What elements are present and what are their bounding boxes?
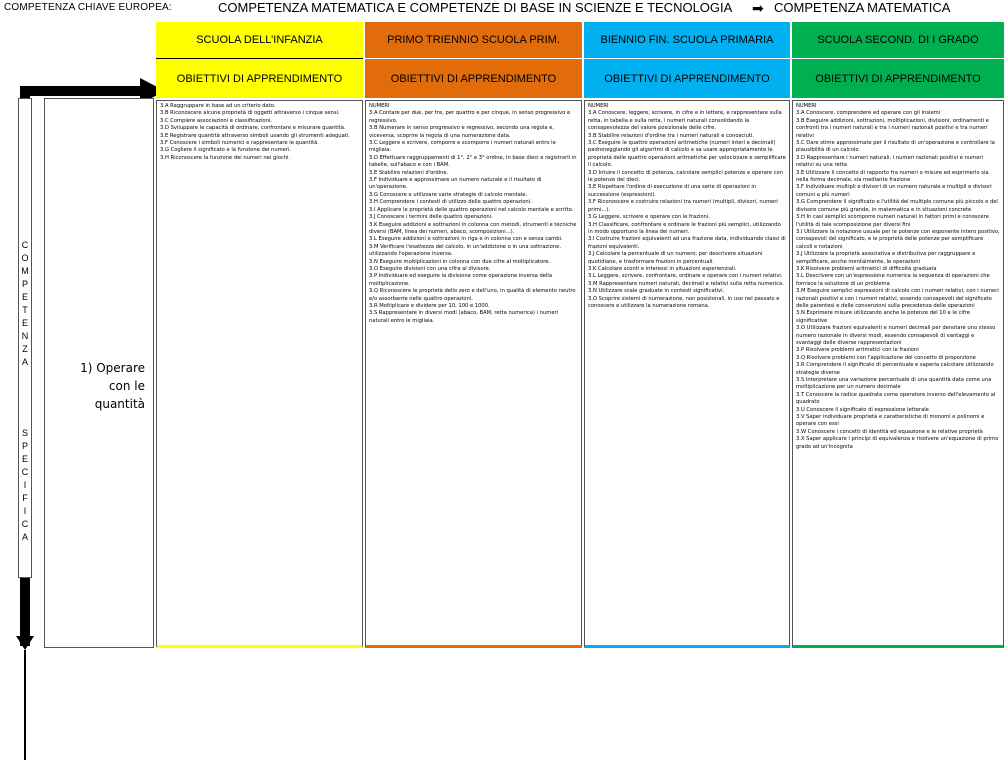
letter: I bbox=[23, 506, 27, 516]
objective-line: 3.G Cogliere il significato e la funzione dei numeri. bbox=[160, 147, 292, 154]
competenza-chiave-label: COMPETENZA CHIAVE EUROPEA: bbox=[4, 2, 172, 13]
section-label-line: con le bbox=[108, 379, 145, 393]
column-body-infanzia bbox=[156, 100, 363, 648]
objective-line: 3.A Raggruppare in base ad un criterio dato. bbox=[160, 103, 276, 109]
vertical-word-competenza bbox=[19, 239, 31, 369]
objective-line: 3.M Verificare l'esattezza del calcolo, in un'addizione o in una sottrazione, utilizzando l'operazione inversa. bbox=[369, 243, 561, 258]
letter: C bbox=[21, 519, 29, 529]
side-vertical-box bbox=[18, 98, 32, 578]
objective-line: 3.G Leggere, scrivere e operare con le frazioni. bbox=[588, 214, 710, 221]
letter: S bbox=[21, 428, 28, 438]
objective-line: 3.I Applicare le proprietà delle quattro operazioni nel calcolo mentale e scritto. bbox=[369, 206, 574, 213]
objective-line: 3.G Conoscere e utilizzare varie strategie di calcolo mentale. bbox=[369, 191, 528, 198]
objective-line: 3.M Eseguire semplici espressioni di calcolo con i numeri relativi, con i numeri razionali positivi e con i numeri relativi, essendo consapevoli del significato delle parentesi e delle convenzioni sulla precedenza delle operazioni bbox=[796, 288, 999, 309]
letter: P bbox=[21, 279, 28, 289]
objective-line: 3.Q Risolvere problemi con l'applicazione del concetto di proporzione bbox=[796, 354, 976, 361]
objective-line: 3.P Risolvere problemi aritmetici con le frazioni bbox=[796, 347, 919, 354]
objective-line: 3.S Interpretare una variazione percentuale di una quantità data come una moltiplicazione per un numero decimale bbox=[796, 377, 992, 391]
column-header-biennio: BIENNIO FIN. SCUOLA PRIMARIA bbox=[584, 22, 790, 58]
objective-line: 3.B Eseguire addizioni, sottrazioni, moltiplicazioni, divisioni, ordinamenti e confronti tra i numeri naturali e tra i numeri razionali positivi e tra numeri relativi bbox=[796, 117, 989, 139]
letter: A bbox=[21, 532, 28, 542]
objective-line: 3.L Leggere, scrivere, confrontare, ordinare e operare con i numeri relativi. bbox=[588, 273, 783, 280]
objective-line: 3.Q Riconoscere le proprietà dello zero e dell'uno, in qualità di elemento neutro e/o assorbente nelle quattro operazioni. bbox=[369, 288, 576, 302]
objective-line: 3.C Dare stime approssimate per il risultato di un'operazione e controllare la plausibilità di un calcolo bbox=[796, 140, 995, 154]
objective-line: 3.X Saper applicare i principi di equivalenza e risolvere un'equazione di primo grado ad un'incognita bbox=[796, 436, 999, 450]
objective-line: 3.G Comprendere il significato e l'utilità del multiplo comune più piccolo e del divisore comune più grande, in matematica e in situazioni concrete bbox=[796, 199, 998, 213]
objective-line: 3.C Leggere e scrivere, comporre e scomporre i numeri naturali entro le migliaia. bbox=[369, 140, 556, 154]
objective-line: 3.A Contare per due, per tre, per quattro e per cinque, in senso progressivo e regressivo. bbox=[369, 110, 571, 124]
objective-line: 3.C Eseguire le quattro operazioni aritmetiche (numeri interi e decimali) padroneggiando gli algoritmi di calcolo e sa usare appropriatamente le proprietà delle quattro operazioni aritmetiche per velocizzare e semplificare il calcolo. bbox=[588, 140, 786, 169]
objective-line: 3.S Rappresentare in diversi modi (abaco, BAM, retta numerica) i numeri naturali entro le migliaia. bbox=[369, 310, 559, 324]
objective-line: 3.E Stabilire relazioni d'ordine. bbox=[369, 169, 449, 176]
section-label-box bbox=[44, 98, 154, 648]
objective-line: 3.A Conoscere, leggere, scrivere, in cifre e in lettere, e rappresentare sulla retta, in tabella e sulla retta, i numeri naturali consolidando la consapevolezza del valore posizionale delle cifre. bbox=[588, 110, 782, 132]
objective-line: 3.H Comprendere i contesti di utilizzo delle quattro operazioni. bbox=[369, 199, 532, 206]
objective-line: 3.J Utilizzare la proprietà associativa e distributiva per raggruppare e semplificare, anche mentalmente, le operazioni bbox=[796, 251, 976, 265]
column-body-biennio bbox=[584, 100, 790, 648]
objective-line: 3.D Effettuare raggruppamenti di 1°, 2° e 3° ordine, in base dieci e registrarli in tabelle, sull'abaco e con i BAM. bbox=[369, 154, 577, 169]
objective-line: 3.N Utilizzare scale graduate in contesti significativi. bbox=[588, 288, 725, 295]
objective-line: 3.U Conoscere il significato di espressione letterale bbox=[796, 406, 929, 413]
objective-line: 3.I Utilizzare la notazione usuale per le potenze con esponente intero positivo, consapevoli del significato, e le proprietà delle potenze per semplificare calcoli e notazioni bbox=[796, 228, 1000, 250]
column-header-primo-triennio: PRIMO TRIENNIO SCUOLA PRIM. bbox=[365, 22, 582, 58]
objective-line: 3.B Stabilire relazioni d'ordine tra i numeri naturali e conosciuti. bbox=[588, 132, 754, 139]
column-header-secondaria: SCUOLA SECOND. DI I GRADO bbox=[792, 22, 1004, 58]
objective-line: 3.F Individuare multipli e divisori di un numero naturale e multipli e divisori comuni a più numeri bbox=[796, 184, 992, 198]
objective-line: 3.M Rappresentare numeri naturali, decimali e relativi sulla retta numerica. bbox=[588, 280, 784, 287]
objective-line: 3.T Conoscere la radice quadrata come operatore inverso dell'elevamento al quadrato bbox=[796, 391, 996, 406]
letter: I bbox=[23, 480, 27, 490]
letter: T bbox=[22, 305, 28, 315]
objective-line: 3.H Riconoscere la funzione dei numeri nei giochi. bbox=[160, 154, 291, 161]
objective-line: 3.K Eseguire addizioni e sottrazioni in colonna con metodi, strumenti e tecniche diversi (BAM, linea dei numeri, abaco, scomposizioni...). bbox=[369, 221, 577, 235]
letter: F bbox=[22, 493, 28, 503]
letter: C bbox=[21, 467, 29, 477]
objective-line: 3.V Saper individuare proprietà e caratteristiche di monomi e polinomi e operare con essi bbox=[796, 414, 985, 428]
main-title: COMPETENZA MATEMATICA E COMPETENZE DI BASE IN SCIENZE E TECNOLOGIA bbox=[218, 0, 733, 15]
column-subheader-infanzia: OBIETTIVI DI APPRENDIMENTO bbox=[156, 58, 363, 98]
objective-line: 3.E Utilizzare il concetto di rapporto fra numeri o misure ed esprimerlo sia nella forma decimale, sia mediante frazione bbox=[796, 169, 989, 184]
objective-line: 3.A Conoscere, comprendere ed operare con gli insiemi bbox=[796, 110, 941, 117]
letter: N bbox=[21, 331, 29, 341]
objective-line: 3.F Riconoscere e costruire relazioni tra numeri (multipli, divisori, numeri primi...). bbox=[588, 199, 778, 213]
objective-line: 3.J Calcolare la percentuale di un numero, per descrivere situazioni quotidiane, e trasformare frazioni in percentuali. bbox=[588, 251, 763, 265]
objective-line: 3.C Compiere associazioni e classificazioni. bbox=[160, 117, 272, 124]
objective-line: 3.O Utilizzare frazioni equivalenti e numeri decimali per denotare uno stesso numero razionale in diversi modi, essendo consapevoli di vantaggi e svantaggi delle diverse rappresentazioni bbox=[796, 325, 996, 346]
objective-line: 3.R Moltiplicare e dividere per 10, 100 e 1000. bbox=[369, 302, 490, 309]
letter: P bbox=[21, 441, 28, 451]
objective-line: 3.W Conoscere i concetti di identità ed equazione e le relative proprietà bbox=[796, 428, 983, 435]
objective-line: 3.R Comprendere il significato di percentuale e saperla calcolare utilizzando strategie diverse bbox=[796, 362, 994, 376]
section-label-line: 1) Operare bbox=[80, 361, 145, 375]
objective-line: 3.E Rispettare l'ordine di esecuzione di una serie di operazioni in successione (espressioni). bbox=[588, 184, 757, 198]
letter: A bbox=[21, 357, 28, 367]
letter: E bbox=[21, 454, 28, 464]
column-header-infanzia: SCUOLA DELL’INFANZIA bbox=[156, 22, 363, 58]
letter: O bbox=[21, 253, 29, 263]
objective-line: 3.E Registrare quantità attraverso simboli usando gli strumenti adeguati. bbox=[160, 132, 350, 139]
letter: Z bbox=[22, 344, 28, 354]
objective-line: 3.O Eseguire divisioni con una cifra al divisore. bbox=[369, 265, 491, 272]
objective-line: NUMERI bbox=[588, 103, 609, 109]
column-body-secondaria bbox=[792, 100, 1004, 648]
objective-line: 3.K Risolvere problemi aritmetici di difficoltà graduata bbox=[796, 265, 937, 272]
section-label-line: quantità bbox=[94, 397, 145, 411]
letter: C bbox=[21, 240, 29, 250]
objective-line: 3.B Numerare in senso progressivo e regressivo, secondo una regola e, viceversa, scoprire la regola di una numerazione data. bbox=[369, 125, 555, 139]
objective-line: 3.H In casi semplici scomporre numeri naturali in fattori primi e conoscere l'utilità di tale scomposizione per diversi fini bbox=[796, 214, 989, 228]
objective-line: NUMERI bbox=[369, 103, 390, 109]
objective-line: 3.H Classificare, confrontare e ordinare le frazioni più semplici, utilizzando in modo opportuno la linea dei numeri. bbox=[588, 221, 781, 235]
objective-line: 3.D Rappresentare i numeri naturali, i numeri razionali positivi e numeri relativi su una retta bbox=[796, 154, 983, 169]
letter: M bbox=[21, 266, 29, 276]
objective-line: NUMERI bbox=[796, 103, 817, 109]
objective-line: 3.L Eseguire addizioni e sottrazioni in riga e in colonna con e senza cambi. bbox=[369, 236, 563, 243]
objective-line: 3.L Descrivere con un'espressione numerica la sequenza di operazioni che fornisce la soluzione di un problema bbox=[796, 273, 990, 287]
column-body-primo-triennio bbox=[365, 100, 582, 648]
objective-line: 3.P Individuare ed eseguire la divisione come operazione inversa della moltiplicazione. bbox=[369, 273, 553, 287]
letter: E bbox=[21, 292, 28, 302]
right-title: COMPETENZA MATEMATICA bbox=[774, 0, 951, 15]
column-subheader-biennio: OBIETTIVI DI APPRENDIMENTO bbox=[584, 58, 790, 98]
objective-line: 3.B Riconoscere alcune proprietà di oggetti attraverso i cinque sensi. bbox=[160, 110, 340, 117]
objective-line: 3.K Calcolare sconti e interessi in situazioni esperienziali. bbox=[588, 265, 737, 272]
objective-line: 3.I Costruire frazioni equivalenti ad una frazione data, individuando classi di frazioni equivalenti. bbox=[588, 236, 786, 250]
objective-line: 3.F Conoscere i simboli numerici e rappresentare le quantità. bbox=[160, 140, 319, 147]
vertical-word-specifica bbox=[19, 427, 31, 544]
objective-line: 3.O Scoprire sistemi di numerazione, non posizionali, in uso nel passato e conoscere e utilizzare la numerazione romana. bbox=[588, 295, 780, 309]
column-subheader-secondaria: OBIETTIVI DI APPRENDIMENTO bbox=[792, 58, 1004, 98]
section-label bbox=[80, 359, 145, 413]
objective-line: 3.N Esprimere misure utilizzando anche le potenze del 10 e le cifre significative bbox=[796, 310, 970, 324]
objective-line: 3.D Intuire il concetto di potenza, calcolare semplici potenze e operare con le potenze del dieci. bbox=[588, 169, 783, 184]
letter: E bbox=[21, 318, 28, 328]
objective-line: 3.D Sviluppare le capacità di ordinare, confrontare e misurare quantità. bbox=[160, 125, 346, 132]
arrow-right-icon: ➡ bbox=[752, 0, 764, 16]
objective-line: 3.F Individuare e approssimare un numero naturale e il risultato di un'operazione. bbox=[369, 177, 542, 191]
column-subheader-primo-triennio: OBIETTIVI DI APPRENDIMENTO bbox=[365, 58, 582, 98]
objective-line: 3.J Conoscere i termini delle quattro operazioni. bbox=[369, 214, 493, 221]
objective-line: 3.N Eseguire moltiplicazioni in colonna con due cifre al moltiplicatore. bbox=[369, 258, 551, 265]
